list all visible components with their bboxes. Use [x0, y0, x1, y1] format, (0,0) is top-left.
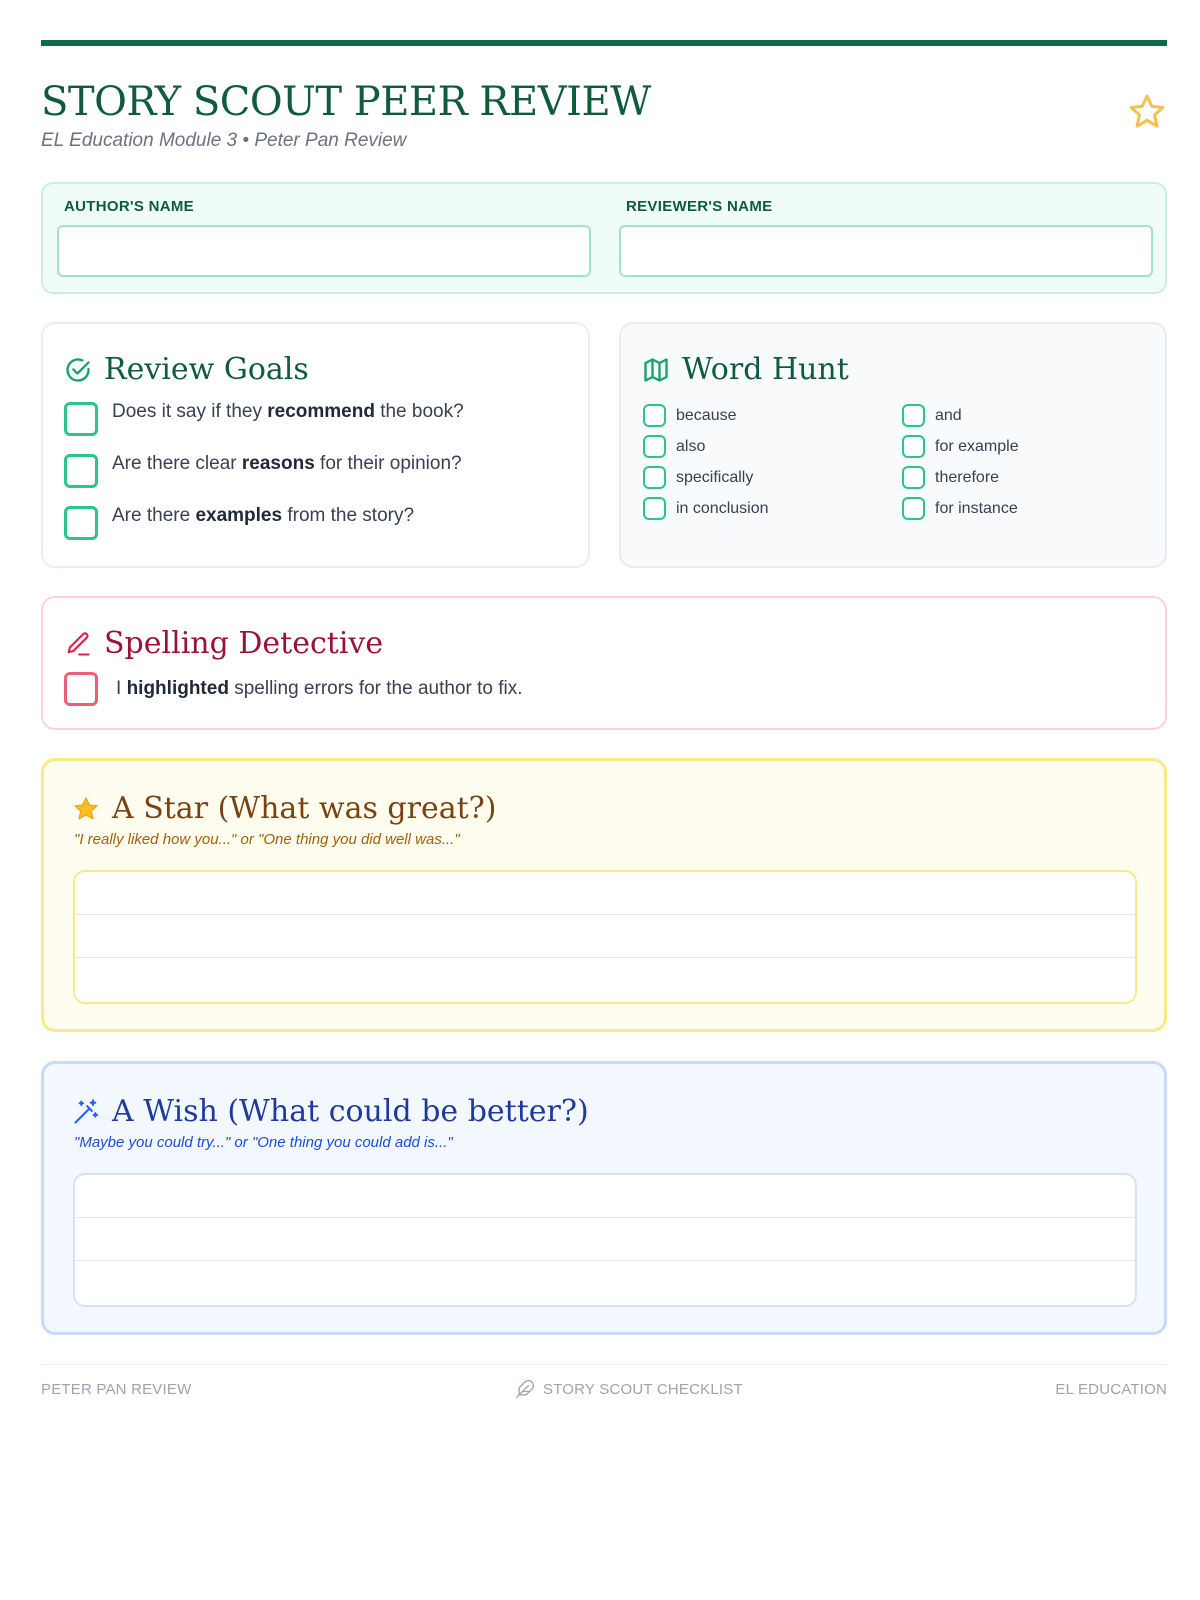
page-header	[41, 78, 1167, 158]
writing-line[interactable]	[75, 1261, 1135, 1304]
names-panel	[41, 182, 1167, 294]
goal-text-pre: Are there	[112, 505, 196, 526]
writing-line[interactable]	[75, 1175, 1135, 1218]
goal-item	[64, 400, 464, 436]
goal-text-pre: Are there clear	[112, 453, 242, 474]
feather-icon	[515, 1379, 535, 1399]
page-footer	[41, 1364, 1167, 1398]
word-item	[643, 497, 769, 520]
review-goals-header	[64, 352, 309, 387]
star-outline-icon[interactable]	[1127, 92, 1167, 132]
goal-text-pre: Does it say if they	[112, 401, 268, 422]
map-icon	[642, 356, 670, 384]
word-label: specifically	[676, 468, 754, 486]
word-checkbox-specifically[interactable]	[643, 466, 666, 489]
goal-checkbox-recommend[interactable]	[64, 402, 98, 436]
reviewer-field-group	[619, 198, 1153, 277]
word-label: and	[935, 406, 962, 424]
author-field-group	[57, 198, 591, 277]
goal-item	[64, 504, 414, 540]
star-filled-icon	[72, 795, 100, 823]
writing-line[interactable]	[75, 915, 1135, 958]
magic-wand-icon	[72, 1098, 100, 1126]
wish-title: A Wish (What could be better?)	[112, 1094, 589, 1129]
goal-text	[112, 504, 414, 528]
check-circle-icon	[64, 356, 92, 384]
spelling-title: Spelling Detective	[104, 626, 384, 661]
spelling-text	[116, 678, 523, 700]
word-checkbox-also[interactable]	[643, 435, 666, 458]
wish-feedback-card	[41, 1061, 1167, 1335]
goal-checkbox-examples[interactable]	[64, 506, 98, 540]
word-item	[902, 497, 1018, 520]
word-hunt-card	[619, 322, 1167, 568]
footer-left-text: PETER PAN REVIEW	[41, 1381, 192, 1398]
goal-text-bold: recommend	[267, 401, 375, 422]
review-goals-card	[41, 322, 590, 568]
goal-text-post: from the story?	[282, 505, 415, 526]
footer-center-text: STORY SCOUT CHECKLIST	[543, 1380, 743, 1398]
star-header	[72, 791, 496, 826]
wish-header	[72, 1094, 589, 1129]
word-checkbox-because[interactable]	[643, 404, 666, 427]
goal-text	[112, 452, 462, 476]
word-checkbox-in-conclusion[interactable]	[643, 497, 666, 520]
reviewer-name-input[interactable]	[619, 225, 1153, 277]
goal-text-post: for their opinion?	[314, 453, 462, 474]
star-hint: "I really liked how you..." or "One thing you did well was..."	[74, 831, 460, 848]
spelling-text-pre: I	[116, 678, 127, 699]
spelling-detective-card	[41, 596, 1167, 730]
footer-center	[515, 1379, 743, 1399]
goal-text-bold: reasons	[241, 453, 315, 474]
word-item	[643, 466, 753, 489]
star-feedback-card	[41, 758, 1167, 1032]
word-label: for instance	[935, 499, 1018, 517]
word-label: in conclusion	[676, 499, 769, 517]
word-item	[902, 404, 962, 427]
word-item	[643, 404, 737, 427]
spelling-checkbox[interactable]	[64, 672, 98, 706]
spelling-item	[64, 672, 523, 706]
goal-text-post: the book?	[374, 401, 464, 422]
word-checkbox-for-example[interactable]	[902, 435, 925, 458]
word-item	[902, 466, 999, 489]
writing-line[interactable]	[75, 958, 1135, 1001]
spelling-text-bold: highlighted	[126, 678, 229, 699]
word-hunt-header	[642, 352, 849, 387]
word-checkbox-and[interactable]	[902, 404, 925, 427]
word-checkbox-therefore[interactable]	[902, 466, 925, 489]
reviewer-label: REVIEWER'S NAME	[626, 198, 773, 215]
top-accent-bar	[41, 40, 1167, 46]
goal-text	[112, 400, 464, 424]
wish-writing-area[interactable]	[73, 1173, 1137, 1307]
writing-line[interactable]	[75, 1218, 1135, 1261]
author-label: AUTHOR'S NAME	[64, 198, 194, 215]
star-title: A Star (What was great?)	[112, 791, 497, 826]
word-label: for example	[935, 437, 1019, 455]
author-name-input[interactable]	[57, 225, 591, 277]
footer-right-text: EL EDUCATION	[1055, 1381, 1167, 1398]
word-label: because	[676, 406, 737, 424]
page-title: STORY SCOUT PEER REVIEW	[41, 79, 651, 125]
star-writing-area[interactable]	[73, 870, 1137, 1004]
word-label: therefore	[935, 468, 1000, 486]
spelling-text-post: spelling errors for the author to fix.	[228, 678, 523, 699]
writing-line[interactable]	[75, 872, 1135, 915]
goal-item	[64, 452, 462, 488]
goal-checkbox-reasons[interactable]	[64, 454, 98, 488]
word-item	[902, 435, 1019, 458]
word-label: also	[676, 437, 706, 455]
word-checkbox-for-instance[interactable]	[902, 497, 925, 520]
review-goals-title: Review Goals	[104, 352, 309, 387]
word-item	[643, 435, 705, 458]
page-subtitle: EL Education Module 3 • Peter Pan Review	[41, 130, 407, 151]
goal-text-bold: examples	[195, 505, 283, 526]
pencil-icon	[64, 630, 92, 658]
word-hunt-title: Word Hunt	[682, 352, 849, 387]
wish-hint: "Maybe you could try..." or "One thing you could add is..."	[74, 1134, 453, 1151]
spelling-header	[64, 626, 383, 661]
